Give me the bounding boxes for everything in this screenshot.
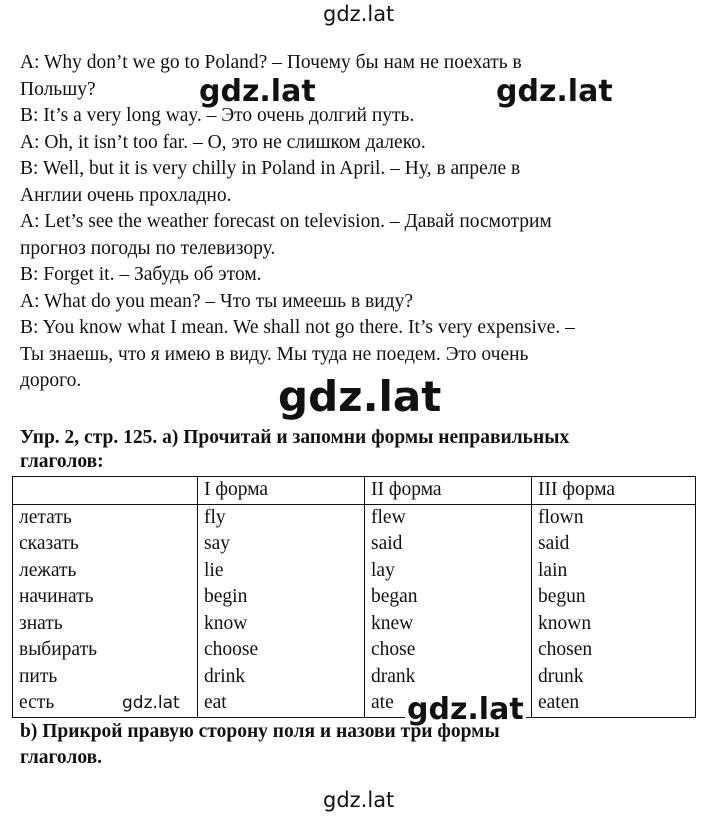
table-header-row bbox=[13, 477, 696, 505]
table-cell: drunk bbox=[538, 665, 584, 687]
table-cell: lay bbox=[371, 559, 395, 581]
table-cell: drank bbox=[371, 665, 416, 687]
table-cell: began bbox=[371, 586, 418, 607]
dialog-line: дорого. bbox=[20, 370, 82, 391]
watermark-table-bottom: gdz.lat bbox=[407, 692, 524, 727]
dialog-block bbox=[20, 50, 710, 395]
table-header-cell: II форма bbox=[365, 477, 532, 505]
table-cell: flown bbox=[538, 506, 584, 528]
task-b-line1: b) Прикрой правую сторону поля и назови три формы bbox=[20, 721, 500, 742]
table-cell: say bbox=[204, 533, 230, 554]
table-cell: knew bbox=[371, 612, 414, 634]
table-cell: eat bbox=[204, 692, 227, 713]
dialog-line: B: Forget it. – Забудь об этом. bbox=[20, 264, 262, 285]
dialog-line: B: You know what I mean. We shall not go there. It’s very expensive. – bbox=[20, 317, 575, 338]
table-cell: eaten bbox=[538, 692, 580, 713]
table-cell: ate bbox=[371, 692, 394, 713]
table-cell: begun bbox=[538, 586, 586, 607]
table-cell: есть bbox=[19, 692, 55, 713]
watermark-row1-right: gdz.lat bbox=[496, 74, 613, 109]
dialog-line: Польшу? bbox=[20, 78, 96, 100]
dialog-line: A: Let’s see the weather forecast on television. – Давай посмотрим bbox=[20, 211, 552, 232]
table-body-row bbox=[13, 504, 696, 717]
dialog-line: B: Well, but it is very chilly in Poland in April. – Ну, в апреле в bbox=[20, 158, 521, 179]
table-cell: chosen bbox=[538, 639, 593, 660]
table-cell: choose bbox=[204, 639, 259, 660]
dialog-line: B: It’s a very long way. – Это очень долгий путь. bbox=[20, 105, 415, 126]
table-header-cell: I форма bbox=[198, 477, 365, 505]
column-russian bbox=[13, 504, 198, 717]
dialog-line: прогноз погоды по телевизору. bbox=[20, 237, 276, 259]
task-b-line2: глаголов. bbox=[20, 747, 103, 768]
table-cell: lain bbox=[538, 559, 568, 581]
dialog-line: Ты знаешь, что я имею в виду. Мы туда не поедем. Это очень bbox=[20, 343, 529, 365]
table-cell: drink bbox=[204, 665, 246, 687]
table-cell: выбирать bbox=[19, 639, 97, 660]
table-cell: сказать bbox=[19, 533, 79, 554]
watermark-bottom: gdz.lat bbox=[323, 788, 395, 812]
table-cell: chose bbox=[371, 639, 416, 660]
table-cell: flew bbox=[371, 506, 406, 528]
table-header-cell bbox=[13, 477, 198, 505]
column-form-2 bbox=[365, 504, 532, 717]
table-cell: know bbox=[204, 612, 248, 634]
watermark-middle: gdz.lat bbox=[278, 372, 442, 421]
table-cell: said bbox=[371, 533, 403, 554]
irregular-verbs-table bbox=[12, 476, 696, 718]
column-form-1 bbox=[198, 504, 365, 717]
dialog-line: A: Oh, it isn’t too far. – О, это не слишком далеко. bbox=[20, 131, 426, 153]
dialog-line: A: Why don’t we go to Poland? – Почему бы нам не поехать в bbox=[20, 52, 522, 73]
table-cell: начинать bbox=[19, 586, 94, 607]
table-cell: знать bbox=[19, 612, 63, 634]
column-form-3 bbox=[532, 504, 696, 717]
exercise-heading-line1: Упр. 2, стр. 125. a) Прочитай и запомни формы неправильных bbox=[20, 427, 570, 448]
table-header-cell: III форма bbox=[532, 477, 696, 505]
table-cell: пить bbox=[19, 665, 58, 687]
table-cell: begin bbox=[204, 586, 248, 607]
watermark-top: gdz.lat bbox=[323, 2, 395, 26]
dialog-line: A: What do you mean? – Что ты имеешь в виду? bbox=[20, 290, 413, 312]
exercise-heading-line2: глаголов: bbox=[20, 451, 104, 472]
watermark-table-cell: gdz.lat bbox=[122, 693, 180, 713]
table-cell: known bbox=[538, 612, 592, 634]
table-cell: lie bbox=[204, 559, 224, 581]
watermark-row1-left: gdz.lat bbox=[199, 74, 316, 109]
table-cell: лежать bbox=[19, 559, 77, 581]
table-cell: said bbox=[538, 533, 570, 554]
table-cell: fly bbox=[204, 506, 226, 528]
table-cell: летать bbox=[19, 506, 72, 528]
dialog-line: Англии очень прохладно. bbox=[20, 184, 232, 206]
